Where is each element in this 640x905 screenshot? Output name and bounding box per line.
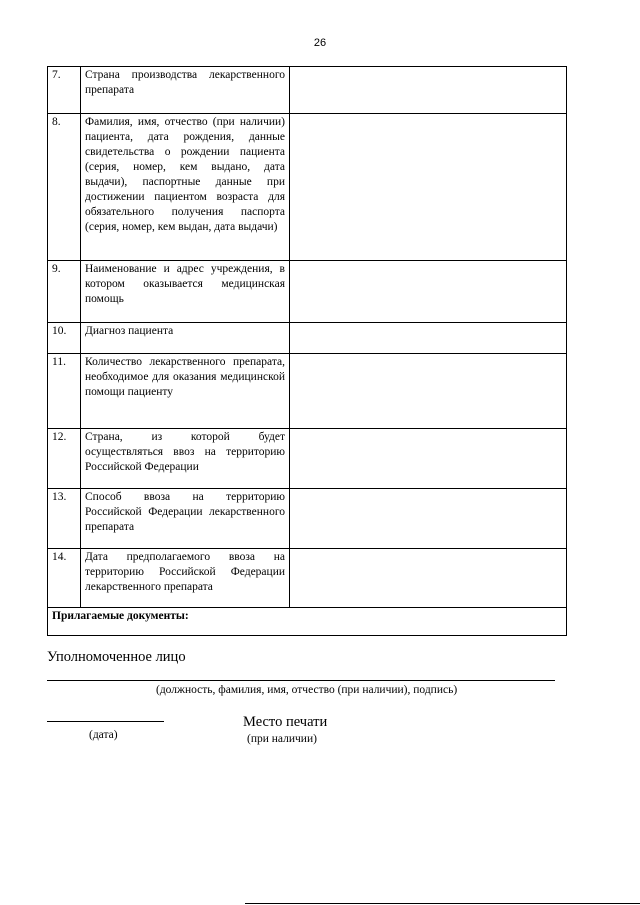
row-value-cell[interactable] — [290, 354, 567, 429]
row-number: 7. — [48, 67, 81, 114]
stamp-place-title: Место печати — [243, 714, 328, 730]
row-number: 8. — [48, 114, 81, 261]
attached-documents-row — [48, 608, 567, 636]
row-number: 14. — [48, 549, 81, 608]
row-number: 11. — [48, 354, 81, 429]
table-row — [48, 67, 567, 114]
row-value-cell[interactable] — [290, 429, 567, 489]
authorized-signature-line — [47, 680, 555, 681]
row-label: Страна, из которой будет осуществляться ввоз на территорию Российской Федерации — [81, 429, 290, 489]
row-value-cell[interactable] — [290, 489, 567, 549]
row-number: 9. — [48, 261, 81, 323]
row-label: Дата предполагаемого ввоза на территорию Российской Федерации лекарственного препарата — [81, 549, 290, 608]
row-value-cell[interactable] — [290, 114, 567, 261]
table-row — [48, 114, 567, 261]
page-bottom-line — [245, 903, 640, 904]
authorized-person-title: Уполномоченное лицо — [47, 649, 186, 665]
table-row — [48, 489, 567, 549]
table-row — [48, 354, 567, 429]
table-row — [48, 261, 567, 323]
row-label: Диагноз пациента — [81, 323, 290, 354]
row-label: Количество лекарственного препарата, необходимое для оказания медицинской помощи пациенту — [81, 354, 290, 429]
row-label: Страна производства лекарственного препарата — [81, 67, 290, 114]
table-row — [48, 429, 567, 489]
row-number: 12. — [48, 429, 81, 489]
row-label: Наименование и адрес учреждения, в котором оказывается медицинская помощь — [81, 261, 290, 323]
authorized-signature-caption: (должность, фамилия, имя, отчество (при наличии), подпись) — [156, 684, 458, 696]
application-form-table — [47, 66, 567, 636]
stamp-place-caption: (при наличии) — [247, 733, 317, 745]
row-value-cell[interactable] — [290, 67, 567, 114]
row-number: 10. — [48, 323, 81, 354]
row-value-cell[interactable] — [290, 323, 567, 354]
row-label: Способ ввоза на территорию Российской Федерации лекарственного препарата — [81, 489, 290, 549]
date-line — [47, 721, 164, 722]
row-label: Фамилия, имя, отчество (при наличии) пациента, дата рождения, данные свидетельства о рождении пациента (серия, номер, кем выдано, дата выдачи), паспортные данные при достижении пациентом возраста для обязательного получения паспорта (серия, номер, кем выдан, дата выдачи) — [81, 114, 290, 261]
table-row — [48, 549, 567, 608]
row-number: 13. — [48, 489, 81, 549]
row-value-cell[interactable] — [290, 261, 567, 323]
row-value-cell[interactable] — [290, 549, 567, 608]
table-row — [48, 323, 567, 354]
page-number: 26 — [313, 37, 327, 49]
attached-documents-label: Прилагаемые документы: — [48, 608, 567, 636]
date-caption: (дата) — [89, 729, 118, 741]
